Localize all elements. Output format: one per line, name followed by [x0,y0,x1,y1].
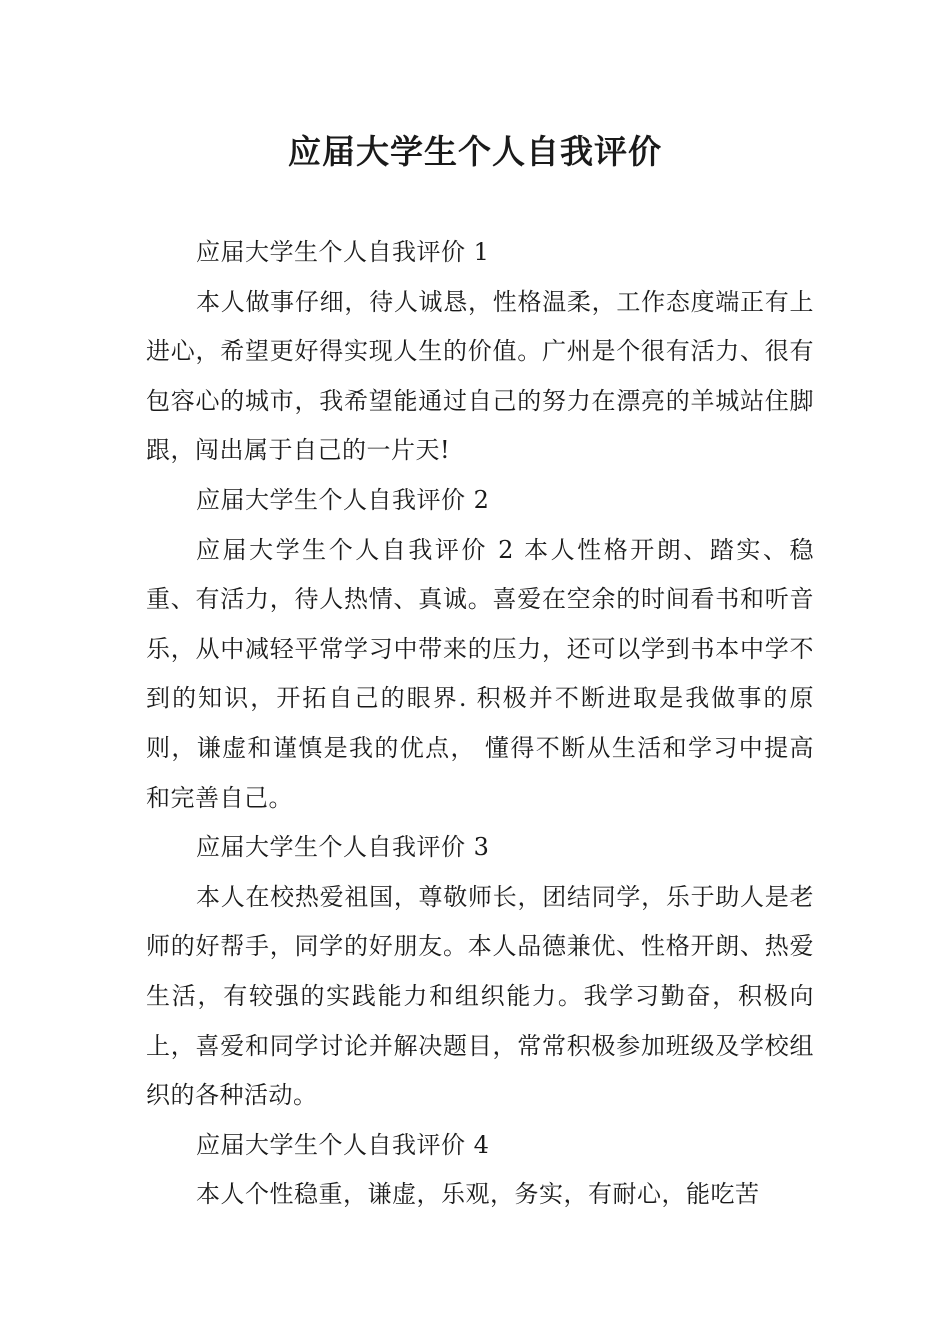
section-heading-4: 应届大学生个人自我评价 4 [196,1130,490,1159]
section-heading-1: 应届大学生个人自我评价 1 [196,238,490,266]
page-title: 应届大学生个人自我评价 [288,132,662,171]
section-paragraph-2: 应届大学生个人自我评价 2 本人性格开朗、踏实、稳重、有活力，待人热情、真诚。喜爱在空余的时间看书和听音乐，从中减轻平常学习中带来的压力，还可以学到书本中学不到的知识，开拓自己的眼界. 积极并不断进取是我做事的原则，谦虚和谨慎是我的优点， 懂得不断从生活和学习中提高和完善自己。 [146,535,814,812]
section-paragraph-4: 本人个性稳重，谦虚，乐观，务实，有耐心，能吃苦 [196,1180,760,1209]
section-paragraph-3: 本人在校热爱祖国，尊敬师长，团结同学，乐于助人是老师的好帮手，同学的好朋友。本人品德兼优、性格开朗、热爱生活，有较强的实践能力和组织能力。我学习勤奋，积极向上，喜爱和同学讨论并解决题目，常常积极参加班级及学校组织的各种活动。 [146,882,814,1110]
section-paragraph-1: 本人做事仔细，待人诚恳，性格温柔，工作态度端正有上进心，希望更好得实现人生的价值。广州是个很有活力、很有包容心的城市，我希望能通过自己的努力在漂亮的羊城站住脚跟，闯出属于自己的一片天! [146,287,814,465]
section-heading-3: 应届大学生个人自我评价 3 [196,833,490,862]
document-body [146,228,814,1220]
section-heading-2: 应届大学生个人自我评价 2 [196,485,490,514]
